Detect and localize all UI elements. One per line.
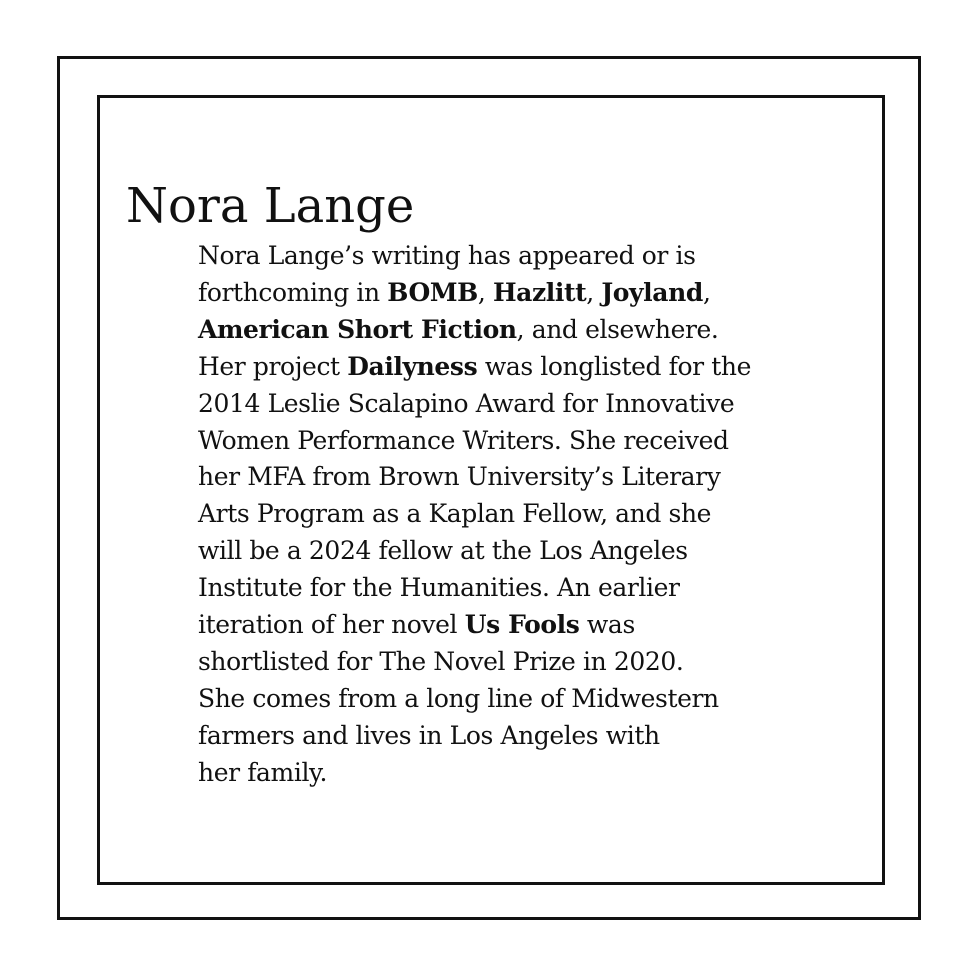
bio-text: ,: [586, 277, 602, 307]
bio-text: iteration of her novel: [198, 610, 465, 640]
bio-line: shortlisted for The Novel Prize in 2020.: [198, 646, 684, 676]
publication-title: Joyland: [601, 277, 703, 307]
bio-line: Institute for the Humanities. An earlier: [198, 573, 680, 603]
author-bio: [198, 238, 858, 792]
publication-title: Hazlitt: [492, 277, 587, 307]
bio-line: [198, 275, 858, 312]
bio-line: her MFA from Brown University’s Literary: [198, 462, 721, 492]
project-title: Dailyness: [347, 351, 478, 381]
bio-line: 2014 Leslie Scalapino Award for Innovative: [198, 388, 735, 418]
publication-title: American Short Fiction: [198, 314, 517, 344]
bio-text: was longlisted for the: [477, 351, 752, 381]
bio-text: was: [579, 610, 635, 640]
bio-text: , and elsewhere.: [516, 314, 719, 344]
bio-text: Her project: [198, 351, 348, 381]
bio-text: ,: [477, 277, 493, 307]
publication-title: BOMB: [387, 277, 478, 307]
bio-line: Arts Program as a Kaplan Fellow, and she: [198, 499, 712, 529]
bio-text: ,: [702, 277, 711, 307]
bio-line: Nora Lange’s writing has appeared or is: [198, 241, 696, 270]
bio-line: She comes from a long line of Midwestern: [198, 683, 719, 713]
bio-line: her family.: [198, 757, 327, 787]
bio-line: will be a 2024 fellow at the Los Angeles: [198, 536, 688, 566]
bio-line: farmers and lives in Los Angeles with: [198, 720, 660, 750]
bio-line: [198, 312, 858, 349]
bio-line: Women Performance Writers. She received: [198, 425, 729, 455]
novel-title: Us Fools: [464, 610, 580, 640]
bio-text: forthcoming in: [198, 277, 388, 307]
author-name: Nora Lange: [126, 178, 415, 234]
bio-line: [198, 349, 858, 386]
bio-line: [198, 607, 858, 644]
